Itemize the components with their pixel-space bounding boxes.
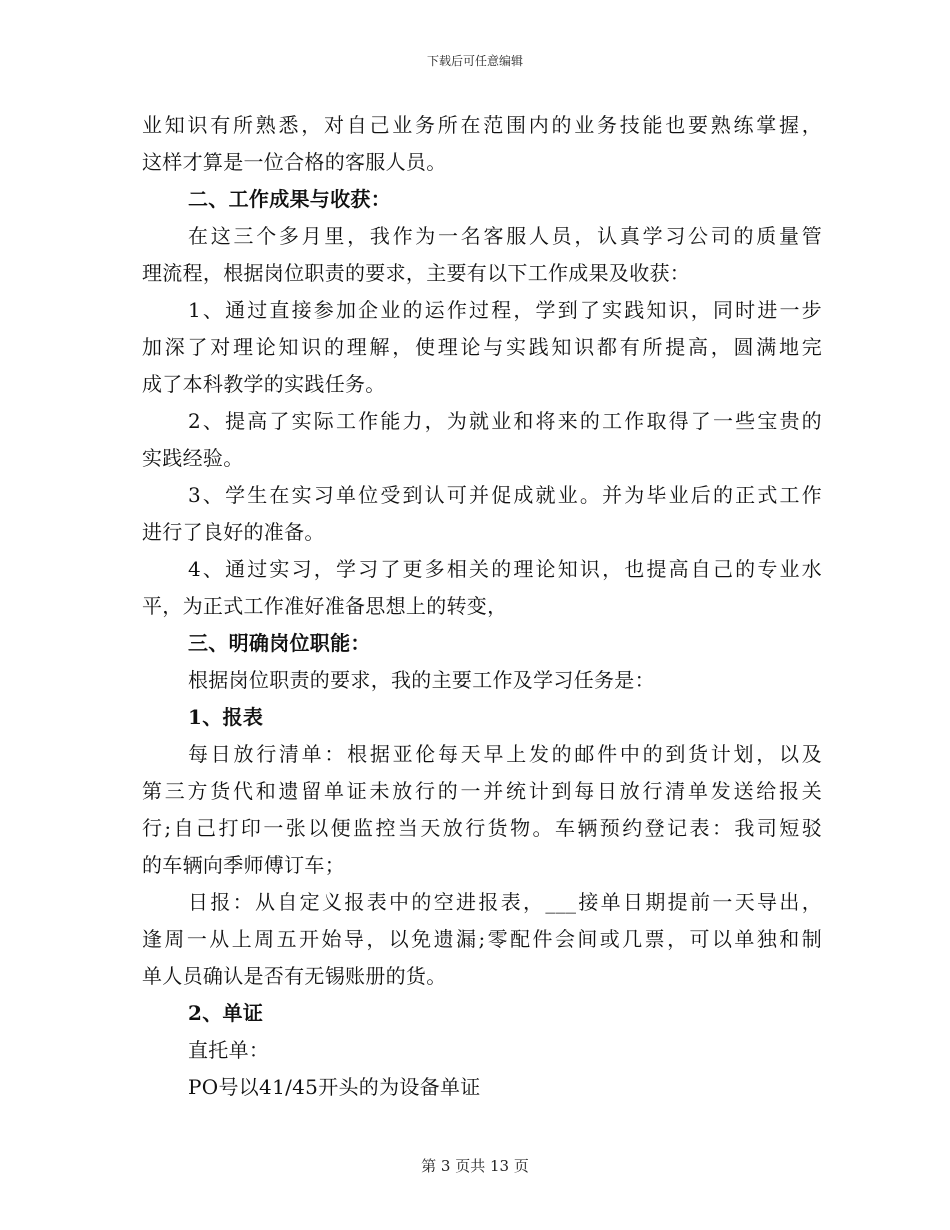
section-heading [142, 625, 822, 662]
text-line: 在这三个多月里，我作为一名客服人员，认真学习公司的质量管 [188, 224, 822, 248]
text-line: PO号以41/45开头的为设备单证 [188, 1075, 481, 1099]
paragraph [142, 884, 822, 995]
text-line: 单人员确认是否有无锡账册的货。 [142, 964, 447, 988]
text-line: 2、单证 [188, 1001, 264, 1025]
page-footer: 第 3 页共 13 页 [421, 1157, 529, 1175]
text-line: 直托单： [188, 1038, 270, 1062]
text-line: 理流程，根据岗位职责的要求，主要有以下工作成果及收获： [142, 261, 691, 285]
text-line: 4、通过实习，学习了更多相关的理论知识，也提高自己的专业水 [188, 557, 822, 581]
text-line: 三、明确岗位职能： [188, 631, 371, 655]
section-heading [142, 995, 822, 1032]
text-line: 根据岗位职责的要求，我的主要工作及学习任务是： [188, 668, 655, 692]
paragraph [142, 292, 822, 403]
text-line: 2、提高了实际工作能力，为就业和将来的工作取得了一些宝贵的 [188, 409, 822, 433]
text-line: 平，为正式工作准好准备思想上的转变， [142, 594, 508, 618]
text-line: 进行了良好的准备。 [142, 520, 325, 544]
text-line: 每日放行清单：根据亚伦每天早上发的邮件中的到货计划，以及 [188, 742, 822, 766]
paragraph [142, 1069, 822, 1106]
text-line: 实践经验。 [142, 446, 244, 470]
page-header: 下载后可任意编辑 [426, 54, 523, 68]
text-line: 成了本科教学的实践任务。 [142, 372, 386, 396]
section-heading [142, 699, 822, 736]
paragraph [142, 107, 822, 181]
paragraph [142, 218, 822, 292]
text-line: 日报：从自定义报表中的空进报表，___接单日期提前一天导出， [188, 890, 822, 914]
paragraph [142, 736, 822, 884]
text-line: 二、工作成果与收获： [188, 187, 391, 211]
paragraph [142, 551, 822, 625]
text-line: 行;自己打印一张以便监控当天放行货物。车辆预约登记表：我司短驳 [142, 816, 822, 840]
text-line: 第三方货代和遗留单证未放行的一并统计到每日放行清单发送给报关 [142, 779, 822, 803]
text-line: 1、通过直接参加企业的运作过程，学到了实践知识，同时进一步 [188, 298, 822, 322]
paragraph [142, 662, 822, 699]
text-line: 3、学生在实习单位受到认可并促成就业。并为毕业后的正式工作 [188, 483, 822, 507]
text-line: 这样才算是一位合格的客服人员。 [142, 150, 447, 174]
section-heading [142, 181, 822, 218]
text-line: 逢周一从上周五开始导，以免遗漏;零配件会间或几票，可以单独和制 [142, 927, 822, 951]
text-line: 加深了对理论知识的理解，使理论与实践知识都有所提高，圆满地完 [142, 335, 822, 359]
text-line: 1、报表 [188, 705, 264, 729]
text-line: 的车辆向季师傅订车； [142, 853, 345, 877]
document-body [142, 107, 822, 1106]
paragraph [142, 1032, 822, 1069]
text-line: 业知识有所熟悉，对自己业务所在范围内的业务技能也要熟练掌握， [142, 113, 822, 137]
paragraph [142, 403, 822, 477]
paragraph [142, 477, 822, 551]
